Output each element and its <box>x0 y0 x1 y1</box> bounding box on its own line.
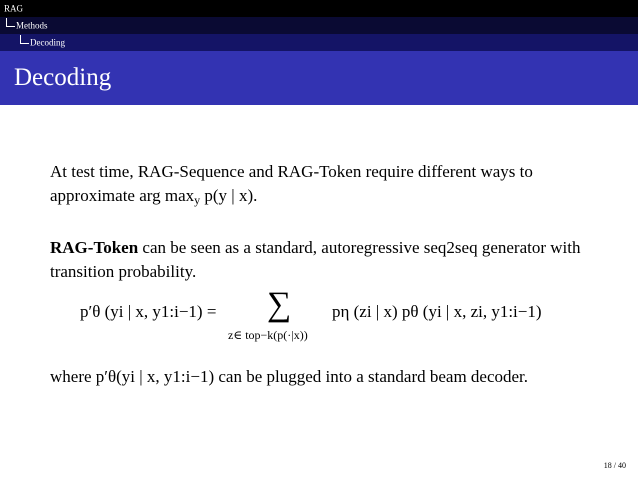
breadcrumb-level-1 <box>0 0 638 17</box>
paragraph-test-time <box>50 160 610 212</box>
breadcrumb-rag[interactable]: RAG <box>4 3 24 13</box>
term-rag-token: RAG-Token <box>50 238 139 257</box>
paragraph2-text: can be seen as a standard, autoregressive seq2seq generator with transition probability. <box>50 238 581 281</box>
paragraph-rag-token <box>50 236 610 284</box>
breadcrumb-methods[interactable]: Methods <box>16 20 48 30</box>
summation-subscript: z∈ top−k(p(·|x)) <box>228 328 308 342</box>
transition-probability-formula <box>0 286 638 348</box>
breadcrumb-decoding[interactable]: Decoding <box>30 37 65 47</box>
breadcrumb-level-3 <box>0 34 638 51</box>
paragraph-where: where p′θ(yi | x, y1:i−1) can be plugged into a standard beam decoder. <box>50 367 529 386</box>
argmax-subscript: y <box>194 193 201 207</box>
paragraph1-text: At test time, RAG-Sequence and RAG-Token require different ways to approximate arg max <box>50 162 533 205</box>
summation-icon: ∑ <box>267 286 292 323</box>
slide-title-bar <box>0 51 638 105</box>
breadcrumb-level-2 <box>0 17 638 34</box>
slide-body <box>50 160 610 284</box>
slide-title: Decoding <box>14 64 112 91</box>
tree-corner-icon <box>20 35 29 44</box>
paragraph1-tail: p(y | x). <box>200 186 258 205</box>
page-number: 18 / 40 <box>603 461 626 470</box>
tree-corner-icon <box>6 18 15 27</box>
formula-rhs: pη (zi | x) pθ (yi | x, zi, y1:i−1) <box>332 302 542 321</box>
formula-lhs: p′θ (yi | x, y1:i−1) = <box>80 302 217 321</box>
